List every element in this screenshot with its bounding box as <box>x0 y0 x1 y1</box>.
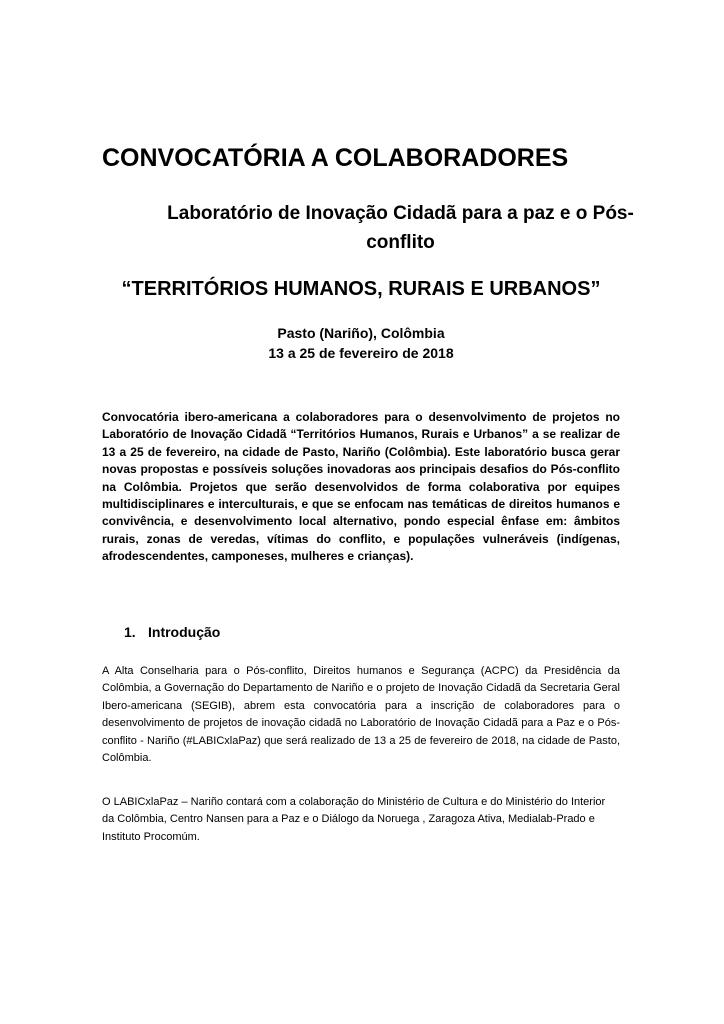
body-paragraph: A Alta Conselharia para o Pós-conflito, Direitos humanos e Segurança (ACPC) da Presidência da Colômbia, a Governação do Departamento de Nariño e o projeto de Inovação Cidadã da Secretaria Geral Ibero-americana (SEGIB), abrem esta convocatória para a inscrição de colaboradores para o desenvolvimento de projetos de inovação cidadã no Laboratório de Inovação Cidadã para a Paz e o Pós-conflito - Nariño (#LABICxlaPaz) que será realizado de 13 a 25 de fevereiro de 2018, na cidade de Pasto, Colômbia. <box>102 665 620 765</box>
project-title: “TERRITÓRIOS HUMANOS, RURAIS E URBANOS” <box>121 278 601 300</box>
event-location-dates <box>100 323 622 363</box>
section-title: Introdução <box>148 624 221 640</box>
document-subtitle: Laboratório de Inovação Cidadã para a paz e o Pós-conflito <box>167 203 634 253</box>
summary-paragraph: Convocatória ibero-americana a colaboradores para o desenvolvimento de projetos no Laboratório de Inovação Cidadã “Territórios Humanos, Rurais e Urbanos” a se realizar de 13 a 25 de fevereiro, na cidade de Pasto, Nariño (Colômbia). Este laboratório busca gerar novas propostas e possíveis soluções inovadoras aos principais desafios do Pós-conflito na Colômbia. Projetos que serão desenvolvidos de forma colaborativa por equipes multidisciplinares e interculturais, e que se enfocam nas temáticas de direitos humanos e convivência, e desenvolvimento local alternativo, pondo especial ênfase em: âmbitos rurais, zonas de veredas, vítimas do conflito, e populações vulneráveis (indígenas, afrodescendentes, camponeses, mulheres e crianças). <box>102 410 620 564</box>
event-dates: 13 a 25 de fevereiro de 2018 <box>268 345 454 361</box>
section-number: 1. <box>124 624 136 640</box>
event-location: Pasto (Nariño), Colômbia <box>277 325 445 341</box>
section-heading <box>124 622 220 642</box>
body-paragraph: O LABICxlaPaz – Nariño contará com a colaboração do Ministério de Cultura e do Ministério do Interior da Colômbia, Centro Nansen para a Paz e o Diálogo da Noruega , Zaragoza Ativa, Medialab-Prado e Instituto Procomúm. <box>102 796 606 843</box>
document-title: CONVOCATÓRIA A COLABORADORES <box>102 144 569 172</box>
